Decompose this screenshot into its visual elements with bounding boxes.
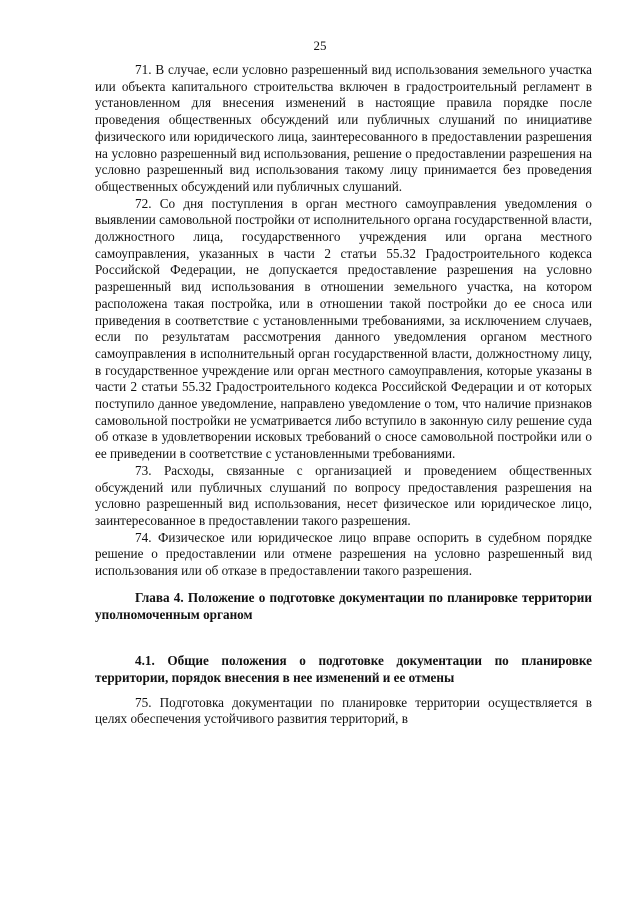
paragraph-71: 71. В случае, если условно разрешенный вид использования земельного участка или объекта капитального строительства включен в градостроительный регламент в установленном для внесения изменений в настоящие правила порядке после проведения общественных обсуждений или публичных слушаний по инициативе физического или юридического лица, заинтересованного в предоставлении разрешения на условно разрешенный вид использования, решение о предоставлении разрешения на условно разрешенный вид использования такому лицу принимается без проведения общественных обсуждений или публичных слушаний. bbox=[95, 62, 592, 194]
paragraph-74: 74. Физическое или юридическое лицо вправе оспорить в судебном порядке решение о предоставлении или отмене разрешения на условно разрешенный вид использования или об отказе в предоставлении такого разрешения. bbox=[95, 529, 592, 579]
chapter-heading: Глава 4. Положение о подготовке документации по планировке территории уполномоченным органом bbox=[95, 589, 592, 622]
paragraph-72: 72. Со дня поступления в орган местного самоуправления уведомления о выявлении самовольной постройки от исполнительного органа государственной власти, должностного лица, государственного учреждения или органа местного самоуправления, указанных в части 2 статьи 55.32 Градостроительного кодекса Российской Федерации, не допускается предоставление разрешения на условно разрешенный вид использования в отношении земельного участка, на котором расположена такая постройка, или в отношении такой постройки до ее сноса или приведения в соответствие с установленными требованиями, за исключением случаев, если по результатам рассмотрения данного уведомления органом местного самоуправления в исполнительный орган государственной власти, должностному лицу, в государственное учреждение или орган местного самоуправления, которые указаны в части 2 статьи 55.32 Градостроительного кодекса Российской Федерации и от которых поступило данное уведомление, направлено уведомление о том, что наличие признаков самовольной постройки не усматривается либо вступило в законную силу решение суда об отказе в удовлетворении исковых требований о сносе самовольной постройки или о ее приведении в соответствие с установленными требованиями. bbox=[95, 195, 592, 462]
section-heading: 4.1. Общие положения о подготовке документации по планировке территории, порядок внесения в нее изменений и ее отмены bbox=[95, 653, 592, 685]
spacer bbox=[95, 580, 592, 590]
spacer bbox=[95, 687, 592, 695]
paragraph-73: 73. Расходы, связанные с организацией и проведением общественных обсуждений или публичных слушаний по вопросу предоставления разрешения на условно разрешенный вид использования, несет физическое или юридическое лицо, заинтересованное в предоставлении такого разрешения. bbox=[95, 462, 592, 528]
spacer bbox=[95, 623, 592, 653]
page-number: 25 bbox=[313, 38, 327, 53]
page-content bbox=[95, 62, 592, 728]
paragraph-75: 75. Подготовка документации по планировке территории осуществляется в целях обеспечения устойчивого развития территорий, в bbox=[95, 694, 592, 727]
